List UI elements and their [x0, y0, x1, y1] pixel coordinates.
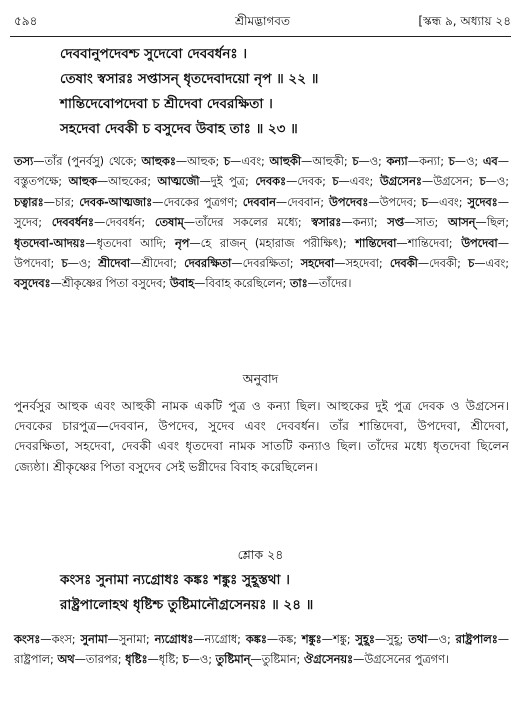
verse-24 — [60, 568, 500, 618]
synonym-meaning: দেবক; — [297, 175, 326, 189]
synonym-entry — [142, 155, 220, 168]
dash-separator: — — [194, 277, 206, 291]
synonym-term: শ্রীদেবা — [98, 257, 131, 271]
dash-separator: — — [497, 155, 510, 168]
synonym-term: তেষাম্ — [154, 216, 184, 230]
synonym-meaning: কংস; — [51, 633, 76, 646]
synonym-term: চ — [448, 155, 455, 168]
synonym-meaning: সুহূ; — [386, 633, 404, 646]
synonym-meaning: ও; — [466, 155, 479, 168]
synonym-entry — [408, 633, 451, 646]
dash-separator: — — [307, 277, 319, 291]
synonym-term: দেববর্ধনঃ — [51, 216, 94, 230]
synonym-entry — [355, 237, 452, 250]
dash-separator: — — [407, 155, 419, 168]
synonym-entry — [69, 175, 151, 188]
synonym-term: চ — [182, 653, 189, 667]
dash-separator: — — [231, 257, 243, 271]
synonym-meaning: ও; — [78, 257, 92, 271]
sloka-heading: শ্লোক ২৪ — [237, 547, 284, 562]
synonym-entry — [304, 653, 449, 666]
dash-separator: — — [275, 195, 288, 209]
dash-separator: — — [374, 633, 387, 646]
dash-separator: — — [474, 257, 486, 271]
dash-separator: — — [368, 195, 380, 209]
synonym-term: আত্মজৌ — [157, 175, 200, 189]
synonym-entry — [422, 196, 463, 209]
synonym-entry — [387, 216, 438, 229]
dash-separator: — — [286, 175, 298, 189]
page-number: ৫৯৪ — [14, 14, 38, 28]
synonym-term: উগ্রসেনঃ — [379, 175, 422, 189]
synonym-entry — [332, 175, 373, 188]
dash-separator: — — [404, 216, 416, 230]
synonym-term: কংসঃ — [14, 633, 41, 646]
translation-heading: অনুবাদ — [242, 371, 279, 386]
synonym-entry — [301, 257, 383, 270]
dash-separator: — — [497, 195, 509, 209]
dash-separator: — — [427, 195, 439, 209]
page-header — [14, 14, 511, 32]
dash-separator: — — [188, 653, 200, 667]
synonym-meaning: ও; — [369, 155, 382, 168]
dash-separator: — — [93, 216, 106, 230]
dash-separator: — — [497, 236, 509, 250]
synonym-term: আহুকঃ — [141, 155, 176, 168]
synonym-entry — [302, 633, 351, 646]
synonym-meaning: শ্রীদেবা; — [141, 257, 177, 271]
synonym-entry — [14, 155, 137, 168]
synonym-meaning: আহুক; — [187, 155, 220, 168]
verse-22-23 — [60, 42, 500, 142]
synonyms-22-23 — [14, 152, 509, 295]
synonym-meaning: এবং; — [241, 155, 265, 168]
dash-separator: — — [353, 653, 365, 667]
synonym-meaning: তাঁর (পুনর্বসু) থেকে; — [44, 155, 137, 168]
synonym-entry — [468, 257, 509, 270]
synonym-entry — [355, 633, 403, 646]
synonym-term: তাঃ — [289, 277, 308, 291]
synonym-term: চ — [352, 155, 359, 168]
dash-separator: — — [40, 633, 52, 646]
synonym-meaning: দেবকী; — [429, 257, 461, 271]
synonym-term: অথ — [57, 653, 75, 667]
synonym-entry — [125, 653, 179, 666]
synonym-term: সহদেবা — [300, 257, 335, 271]
synonym-meaning: উপদেবা; — [14, 257, 55, 271]
synonym-term: ধৃতদেবা-আদয়ঃ — [14, 236, 86, 250]
synonym-meaning: তুষ্টিমান; — [261, 653, 301, 667]
synonym-entry — [183, 653, 213, 666]
synonym-entry — [449, 155, 479, 168]
synonym-meaning: তাঁদের। — [318, 277, 352, 291]
synonym-term: সুদেবঃ — [467, 195, 498, 209]
synonym-term: বসুদেবঃ — [14, 277, 51, 291]
synonym-meaning: দুই পুত্র; — [210, 175, 249, 189]
dash-separator: — — [421, 175, 434, 189]
synonym-term: চত্বারঃ — [14, 195, 44, 209]
synonym-entry — [290, 277, 352, 290]
synonym-term: তুষ্টিমান্ — [215, 653, 251, 667]
synonym-meaning: এবং; — [438, 195, 463, 209]
dash-separator: — — [130, 257, 142, 271]
synonym-meaning: সুদেব; — [14, 216, 43, 230]
synonym-term: রাষ্ট্রপালঃ — [455, 633, 498, 646]
synonym-entry — [14, 237, 166, 250]
synonym-meaning: শান্তিদেবা; — [407, 236, 453, 250]
dash-separator: — — [321, 633, 333, 646]
synonym-entry — [175, 237, 347, 250]
synonym-term: চ — [332, 175, 339, 189]
synonym-term: ন্যগ্রোধঃ — [154, 633, 194, 646]
dash-separator: — — [43, 195, 55, 209]
synonym-entry — [246, 633, 297, 646]
synonym-term: চ — [61, 257, 68, 271]
synonym-entry — [387, 155, 445, 168]
synonym-term: চ — [223, 155, 231, 168]
synonym-meaning: বস্তুতপক্ষে; — [14, 175, 63, 189]
synonym-entry — [14, 196, 74, 209]
verse-line: সহদেবা দেবকী চ বসুদেব উবাহ তাঃ ॥ ২৩ ॥ — [60, 121, 298, 137]
synonym-meaning: ও; — [199, 653, 213, 667]
synonym-term: তস্য — [14, 155, 34, 168]
synonym-entry — [224, 155, 265, 168]
synonym-meaning: রাষ্ট্রপাল; — [14, 653, 54, 667]
synonym-entry — [216, 653, 301, 666]
synonym-entry — [14, 277, 166, 290]
synonym-entry — [380, 175, 473, 188]
synonym-meaning: উগ্রসেনের পুত্রগণ। — [364, 653, 449, 667]
synonym-entry — [14, 633, 76, 646]
synonym-meaning: উপদেব; — [379, 195, 417, 209]
synonym-entry — [390, 257, 461, 270]
synonym-entry — [255, 175, 326, 188]
dash-separator: — — [334, 257, 346, 271]
synonym-meaning: চার; — [54, 195, 75, 209]
synonym-meaning: ধৃষ্টি; — [158, 653, 179, 667]
synonym-entry — [243, 196, 324, 209]
synonym-meaning: হে রাজন্ (মহারাজ পরীক্ষিৎ); — [200, 236, 347, 250]
dash-separator: — — [107, 633, 119, 646]
synonym-entry — [311, 216, 377, 229]
synonym-term: এব — [482, 155, 498, 168]
synonym-meaning: ধৃতদেবা আদি; — [96, 236, 167, 250]
dash-separator: — — [67, 257, 79, 271]
verse-line: শান্তিদেবোপদেবা চ শ্রীদেবা দেবরক্ষিতা । — [60, 96, 273, 112]
synonyms-24 — [14, 630, 509, 671]
synonym-term: চ — [468, 257, 475, 271]
synonym-term: সপ্ত — [387, 216, 404, 230]
dash-separator: — — [50, 277, 62, 291]
dash-separator: — — [497, 633, 510, 646]
dash-separator: — — [454, 155, 467, 168]
synonym-meaning: এবং; — [485, 257, 510, 271]
dash-separator: — — [193, 633, 205, 646]
synonym-term: দেববান — [242, 195, 276, 209]
synonym-meaning: কঙ্ক; — [278, 633, 297, 646]
synonym-meaning: শঙ্কু; — [332, 633, 351, 646]
synonym-entry — [98, 257, 177, 270]
dash-separator: — — [301, 155, 313, 168]
synonym-meaning: বিবাহ করেছিলেন; — [205, 277, 287, 291]
synonym-meaning: ও; — [496, 175, 510, 189]
dash-separator: — — [152, 195, 164, 209]
synonym-term: আহুকী — [269, 155, 302, 168]
dash-separator: — — [341, 216, 353, 230]
synonym-meaning: দেববর্ধন; — [105, 216, 146, 230]
synonym-term: স্বসারঃ — [311, 216, 342, 230]
synonym-entry — [270, 155, 348, 168]
synonym-meaning: দেববান; — [287, 195, 325, 209]
synonym-meaning: তারপর; — [85, 653, 122, 667]
synonym-term: নৃপ — [174, 236, 190, 250]
dash-separator: — — [417, 257, 430, 271]
dash-separator: — — [33, 155, 45, 168]
synonym-term: দেবকঃ — [255, 175, 287, 189]
synonym-term: দেবক-আত্মজাঃ — [79, 195, 153, 209]
synonym-entry — [79, 196, 238, 209]
synonym-term: ঔগ্রসেনয়ঃ — [303, 653, 354, 667]
synonym-meaning: দেবরক্ষিতা; — [242, 257, 294, 271]
dash-separator: — — [230, 155, 242, 168]
synonym-term: কন্যা — [386, 155, 408, 168]
synonym-meaning: সাত; — [415, 216, 439, 230]
dash-separator: — — [96, 175, 109, 189]
synonym-entry — [448, 216, 509, 229]
dash-separator: — — [74, 653, 86, 667]
synonym-meaning: সুনামা; — [118, 633, 150, 646]
synonym-term: উপদেবা — [461, 236, 498, 250]
section-reference: [স্কন্ধ ৯, অধ্যায় ২৪ — [418, 14, 511, 28]
synonym-entry — [352, 155, 382, 168]
synonym-meaning: তাঁদের সকলের মধ্যে; — [195, 216, 302, 230]
dash-separator: — — [427, 633, 439, 646]
synonym-term: চ — [421, 195, 428, 209]
dash-separator: — — [189, 236, 201, 250]
synonym-term: সুহূঃ — [355, 633, 375, 646]
dash-separator: — — [475, 216, 487, 230]
synonym-term: চ — [479, 175, 486, 189]
synonym-meaning: এবং; — [349, 175, 374, 189]
synonym-meaning: ন্যগ্রোধ; — [204, 633, 241, 646]
synonym-meaning: দেবকের পুত্রগণ; — [163, 195, 238, 209]
dash-separator: — — [85, 236, 97, 250]
synonym-term: আহুক — [68, 175, 97, 189]
synonym-meaning: কন্যা; — [419, 155, 445, 168]
dash-separator: — — [183, 216, 196, 230]
dash-separator: — — [250, 653, 262, 667]
synonym-term: উপদেবঃ — [329, 195, 369, 209]
synonym-meaning: কন্যা; — [352, 216, 378, 230]
synonym-entry — [158, 175, 249, 188]
synonym-meaning: উগ্রসেন; — [433, 175, 473, 189]
synonym-entry — [329, 196, 417, 209]
synonym-entry — [184, 257, 293, 270]
translation-text: পুনর্বসুর আহুক এবং আহুকী নামক একটি পুত্র ও কন্যা ছিল। আহুকের দুই পুত্র দেবক ও উগ্রসেন। দেবকের চারপুত্র—দেববান, উপদেব, সুদেব এবং দেববর্ধন। তাঁর শান্তিদেবা, উপদেবা, শ্রীদেবা, দেবরক্ষিতা, সহদেবা, দেবকী এবং ধৃতদেবা নামক সাতটি কন্যাও ছিল। তাঁদের মধ্যে ধৃতদেবা ছিলেন জ্যেষ্ঠা। শ্রীকৃষ্ণের পিতা বসুদেব সেই ভগ্নীদের বিবাহ করেছিলেন। — [14, 399, 509, 474]
verse-line: তেষাং স্বসারঃ সপ্তাসন্ ধৃতদেবাদয়ো নৃপ ॥ ২২ ॥ — [60, 71, 319, 87]
book-title: শ্রীমদ্ভাগবত — [234, 14, 290, 28]
dash-separator: — — [199, 175, 211, 189]
synonym-meaning: শ্রীকৃষ্ণের পিতা বসুদেব; — [61, 277, 167, 291]
synonym-term: কঙ্কঃ — [245, 633, 267, 646]
synonym-entry — [480, 175, 510, 188]
dash-separator: — — [396, 236, 408, 250]
synonym-entry — [155, 216, 302, 229]
dash-separator: — — [266, 633, 279, 646]
synonym-term: আসন্ — [448, 216, 476, 230]
synonym-meaning: সহদেবা; — [345, 257, 383, 271]
synonym-entry — [81, 633, 150, 646]
synonym-entry — [170, 277, 286, 290]
synonym-term: তথা — [408, 633, 428, 646]
synonym-meaning: ছিল; — [486, 216, 510, 230]
synonym-term: শঙ্কুঃ — [301, 633, 322, 646]
dash-separator: — — [338, 175, 350, 189]
synonym-term: সুনামা — [80, 633, 108, 646]
synonym-term: দেবরক্ষিতা — [184, 257, 232, 271]
synonym-term: শান্তিদেবা — [355, 236, 397, 250]
synonym-entry — [57, 653, 121, 666]
verse-line: কংসঃ সুনামা ন্যগ্রোধঃ কঙ্কঃ শঙ্কুঃ সুহূস্তথা । — [60, 572, 290, 588]
synonym-term: ধৃষ্টিঃ — [125, 653, 148, 667]
synonym-term: দেবকী — [389, 257, 418, 271]
dash-separator: — — [358, 155, 370, 168]
dash-separator: — — [175, 155, 188, 168]
synonym-entry — [155, 633, 241, 646]
synonym-entry — [52, 216, 145, 229]
header-divider — [10, 36, 511, 37]
verse-line: দেববানুপদেবশ্চ সুদেবো দেববর্ধনঃ । — [60, 46, 248, 62]
synonym-entry — [62, 257, 92, 270]
synonym-term: উবাহ — [169, 277, 195, 291]
synonym-meaning: আহুকী; — [312, 155, 348, 168]
synonym-meaning: আহুকের; — [108, 175, 152, 189]
verse-line: রাষ্ট্রপালোহথ ধৃষ্টিশ্চ তুষ্টিমানৌগ্রসেনয়ঃ ॥ ২৪ ॥ — [60, 597, 314, 613]
dash-separator: — — [147, 653, 159, 667]
synonym-meaning: ও; — [438, 633, 451, 646]
dash-separator: — — [485, 175, 497, 189]
